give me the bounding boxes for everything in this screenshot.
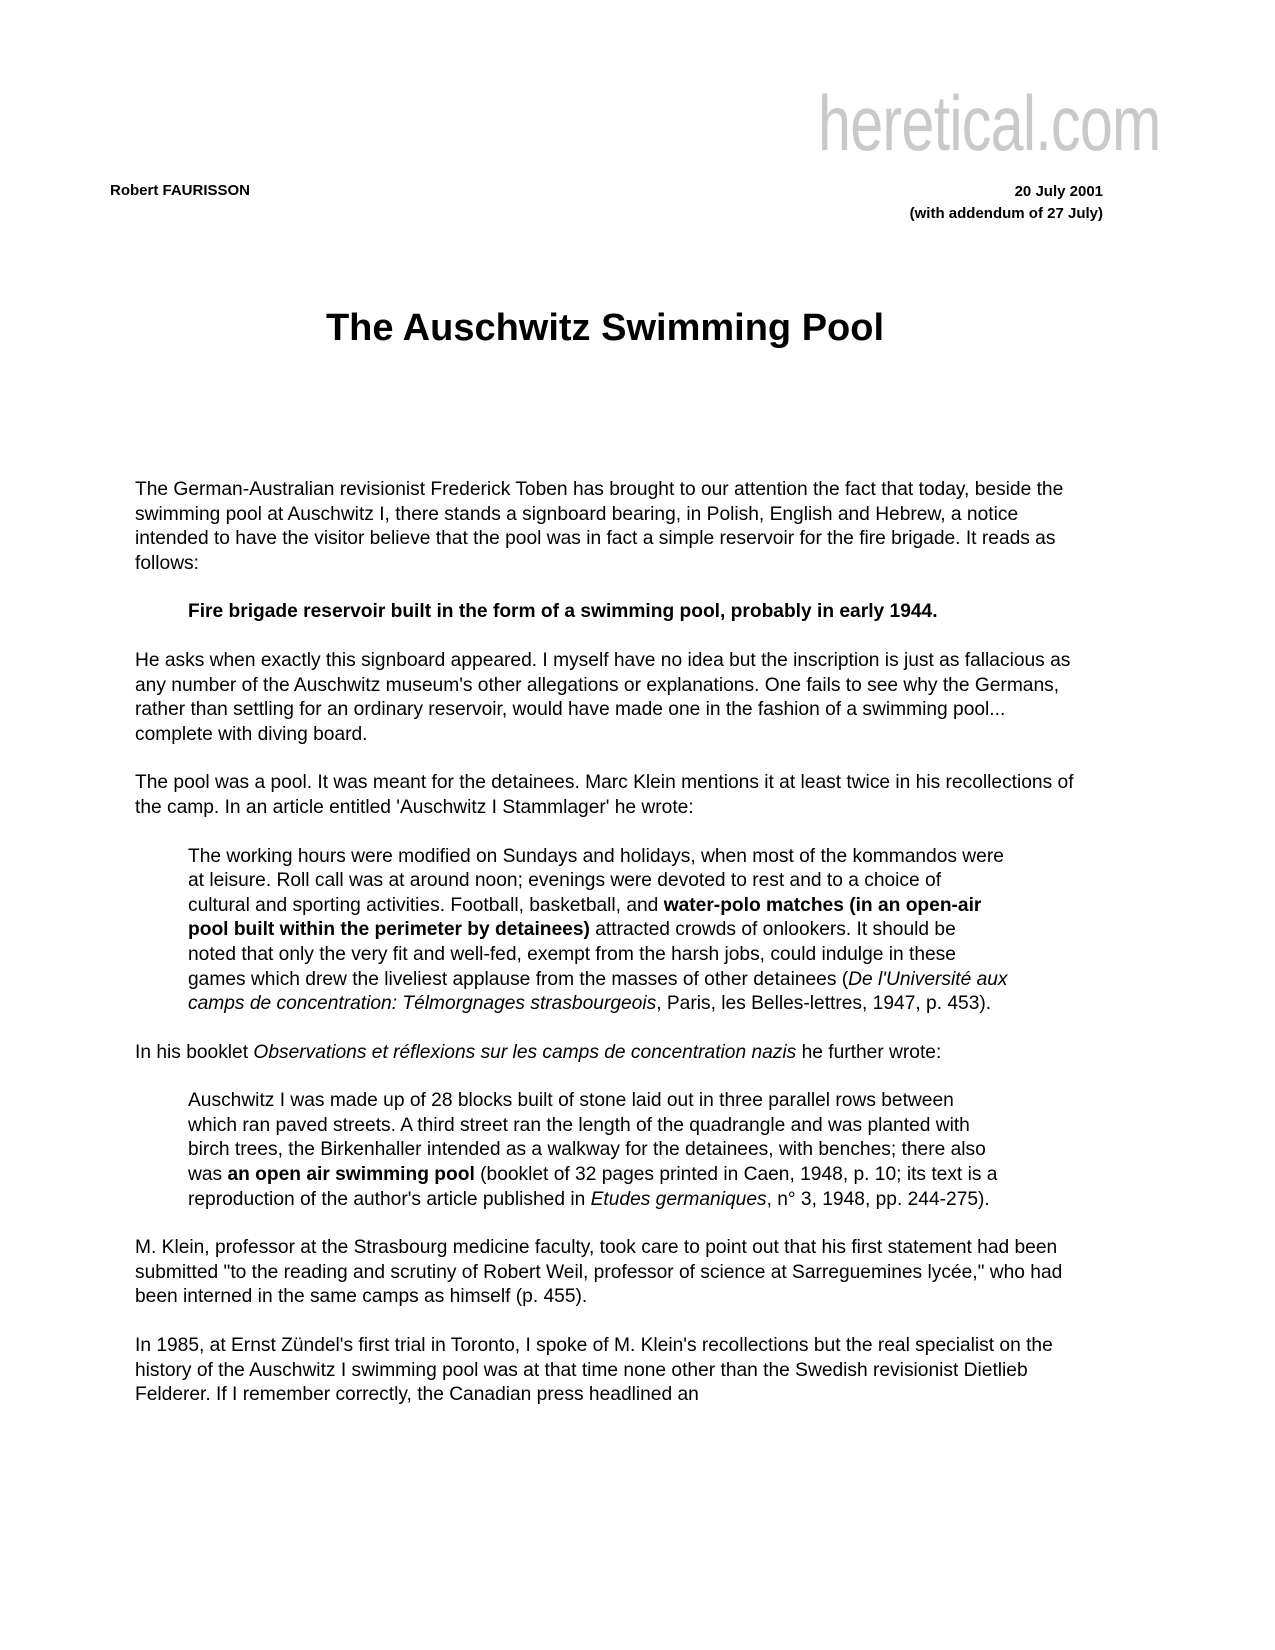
quote-text: The working hours were modified on Sundays and holidays, when most of the kommandos were at leisure. Roll call was at around noon; evenings were devoted to rest and to a choice of cultural and sporting activities. Football, basketball, and bbox=[188, 845, 1004, 916]
addendum-line: (with addendum of 27 July) bbox=[909, 205, 1103, 222]
booklet-title: Observations et réflexions sur les camps de concentration nazis bbox=[253, 1041, 797, 1063]
quote-citation-title: De l'Université aux camps de concentration: Télmorgnages strasbourgeois bbox=[188, 968, 1008, 1015]
klein-quote-booklet bbox=[188, 1089, 1008, 1212]
author-name: Robert FAURISSON bbox=[110, 182, 251, 199]
journal-title: Etudes germaniques bbox=[590, 1188, 767, 1210]
quote-text: (booklet of 32 pages printed in Caen, 1948, p. 10; its text is a reproduction of the author's article published in bbox=[188, 1164, 998, 1210]
quote-text: attracted crowds of onlookers. It should be noted that only the very fit and well-fed, exempt from the harsh jobs, could indulge in these games which drew the liveliest applause from the masses of other detainees ( bbox=[188, 919, 956, 990]
paragraph-inscription: He asks when exactly this signboard appeared. I myself have no idea but the inscription is just as fallacious as any number of the Auschwitz museum's other allegations or explanations. One fails to see why the Germans, rather than settling for an ordinary reservoir, would have made one in the fashion of a swimming pool... complete with diving board. bbox=[135, 649, 1071, 745]
signboard-quote: Fire brigade reservoir built in the form of a swimming pool, probably in early 1944. bbox=[188, 601, 938, 623]
paragraph-pool: The pool was a pool. It was meant for the detainees. Marc Klein mentions it at least twice in his recollections of the camp. In an article entitled 'Auschwitz I Stammlager' he wrote: bbox=[135, 772, 1074, 818]
paragraph-intro: The German-Australian revisionist Frederick Toben has brought to our attention the fact that today, beside the swimming pool at Auschwitz I, there stands a signboard bearing, in Polish, English and Hebrew, a notice intended to have the visitor believe that the pool was in fact a simple reservoir for the fire brigade. It reads as follows: bbox=[135, 479, 1064, 574]
document-date bbox=[910, 181, 1103, 225]
date-line: 20 July 2001 bbox=[1014, 183, 1103, 200]
quote-emphasis: an open air swimming pool bbox=[227, 1164, 475, 1186]
watermark-logo: heretical.com bbox=[818, 79, 1161, 167]
quote-text: , Paris, les Belles-lettres, 1947, p. 453). bbox=[656, 993, 992, 1015]
quote-emphasis: water-polo matches (in an open-air pool built within the perimeter by detainees) bbox=[188, 894, 982, 941]
paragraph-klein-professor: M. Klein, professor at the Strasbourg medicine faculty, took care to point out that his first statement had been submitted "to the reading and scrutiny of Robert Weil, professor of science at Sarreguemines lycée," who had been interned in the same camps as himself (p. 455). bbox=[135, 1237, 1063, 1308]
quote-text: , n° 3, 1948, pp. 244-275). bbox=[766, 1188, 990, 1210]
paragraph-text: In his booklet bbox=[135, 1041, 254, 1063]
klein-quote-article bbox=[188, 845, 1008, 1017]
paragraph-booklet bbox=[135, 1041, 1085, 1066]
paragraph-trial: In 1985, at Ernst Zündel's first trial in Toronto, I spoke of M. Klein's recollections but the real specialist on the history of the Auschwitz I swimming pool was at that time none other than the Swedish revisionist Dietlieb Felderer. If I remember correctly, the Canadian press headlined an bbox=[135, 1335, 1053, 1406]
page-title: The Auschwitz Swimming Pool bbox=[325, 307, 885, 349]
paragraph-text: he further wrote: bbox=[796, 1041, 942, 1063]
quote-text: Auschwitz I was made up of 28 blocks built of stone laid out in three parallel rows between which ran paved streets. A third street ran the length of the quadrangle and was planted with birch trees, the Birkenhaller intended as a walkway for the detainees, with benches; there also was bbox=[188, 1090, 986, 1186]
article-body bbox=[135, 478, 1085, 1432]
